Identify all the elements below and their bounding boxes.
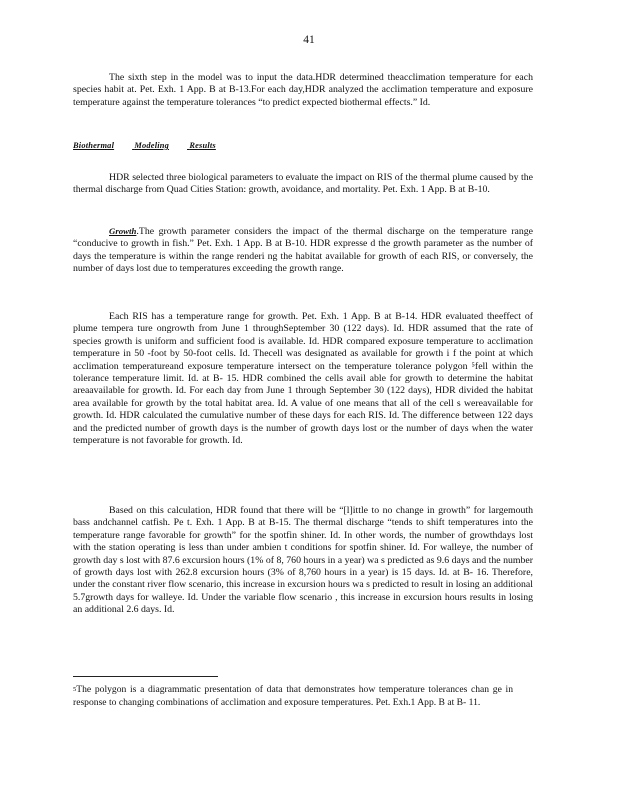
footnote-divider bbox=[73, 676, 218, 677]
heading-word-biothermal: Biothermal bbox=[73, 141, 115, 150]
footnote bbox=[73, 684, 513, 709]
heading-word-modeling: Modeling bbox=[134, 141, 170, 150]
growth-text: .The growth parameter considers the impact of the thermal discharge on the temperature range “conducive to growth in fish.” Pet. Exh. 1 App. B at B-10. HDR expresse d the growth parameter as the number of days the temperature is within the range renderi ng the habitat available for growth of each RIS, or conversely, the number of days lost due to temperatures exceeding the growth range. bbox=[73, 226, 533, 275]
paragraph-growth bbox=[73, 225, 533, 276]
paragraph-sixth-step: The sixth step in the model was to input the data.HDR determined theacclimation temperature for each species habit at. Pet. Exh. 1 App. B at B-13.For each day,HDR analyzed the acclimation temperature and exposure temperature against the temperature tolerances “to predict expected biothermal effects.” Id. bbox=[73, 72, 533, 108]
section-heading bbox=[73, 141, 234, 150]
footnote-text: The polygon is a diagrammatic presentation of data that demonstrates how temperature tolerances chan ge in response to changing combinations of acclimation and exposure temperatures. Pet. Exh.1 App. B at B- 11. bbox=[73, 684, 513, 708]
paragraph-ris-temperature-range: Each RIS has a temperature range for growth. Pet. Exh. 1 App. B at B-14. HDR evaluated theeffect of plume tempera ture ongrowth from June 1 throughSeptember 30 (122 days). Id. HDR assumed that the rate of species growth is uniform and sufficient food is available. Id. HDR compared exposure temperature to acclimation temperature in 50 -foot by 50-foot cells. Id. Thecell was designated as available for growth i f the point at which acclimation temperatureand exposure temperature intersect on the temperature tolerance polygon ⁵fell within the tolerance temperature limit. Id. at B- 15. HDR combined the cells avail able for growth to determine the habitat areaavailable for growth. Id. For each day from June 1 through September 30 (122 days), HDR divided the habitat area available for growth by the total habitat area. Id. A value of one means that all of the cell s wereavailable for growth. Id. HDR calculated the cumulative number of these days for each RIS. Id. The difference between 122 days and the predicted number of growth days is the number of growth days lost or the number of days when the water temperature is not favorable for growth. Id. bbox=[73, 311, 533, 447]
paragraph-based-on-calculation: Based on this calculation, HDR found that there will be “[l]ittle to no change in growth” for largemouth bass andchannel catfish. Pe t. Exh. 1 App. B at B-15. The thermal discharge “tends to shift temperatures into the temperature range favorable for growth” for the spotfin shiner. Id. In other words, the number of growthdays lost with the station operating is less than under ambien t conditions for spotfin shiner. Id. For walleye, the number of growth day s lost with 87.6 excursion hours (1% of 8, 760 hours in a year) wa s predicted as 9.6 days and the number of growth days lost with 262.8 excursion hours (3% of 8,760 hours in a year) is 15 days. Id. at B- 16. Therefore, under the constant river flow scenario, this increase in excursion hours wa s predicted to result in losing an additional 5.7growth days for walleye. Id. Under the variable flow scenario , this increase in excursion hours results in losing an additional 2.6 days. Id. bbox=[73, 505, 533, 616]
footnote-marker: 5 bbox=[73, 686, 77, 693]
paragraph-three-parameters: HDR selected three biological parameters to evaluate the impact on RIS of the thermal plume caused by the thermal discharge from Quad Cities Station: growth, avoidance, and mortality. Pet. Exh. 1 App. B at B-10. bbox=[73, 172, 533, 196]
growth-label: Growth bbox=[109, 226, 137, 236]
page-number: 41 bbox=[303, 34, 315, 46]
heading-word-results: Results bbox=[189, 141, 216, 150]
